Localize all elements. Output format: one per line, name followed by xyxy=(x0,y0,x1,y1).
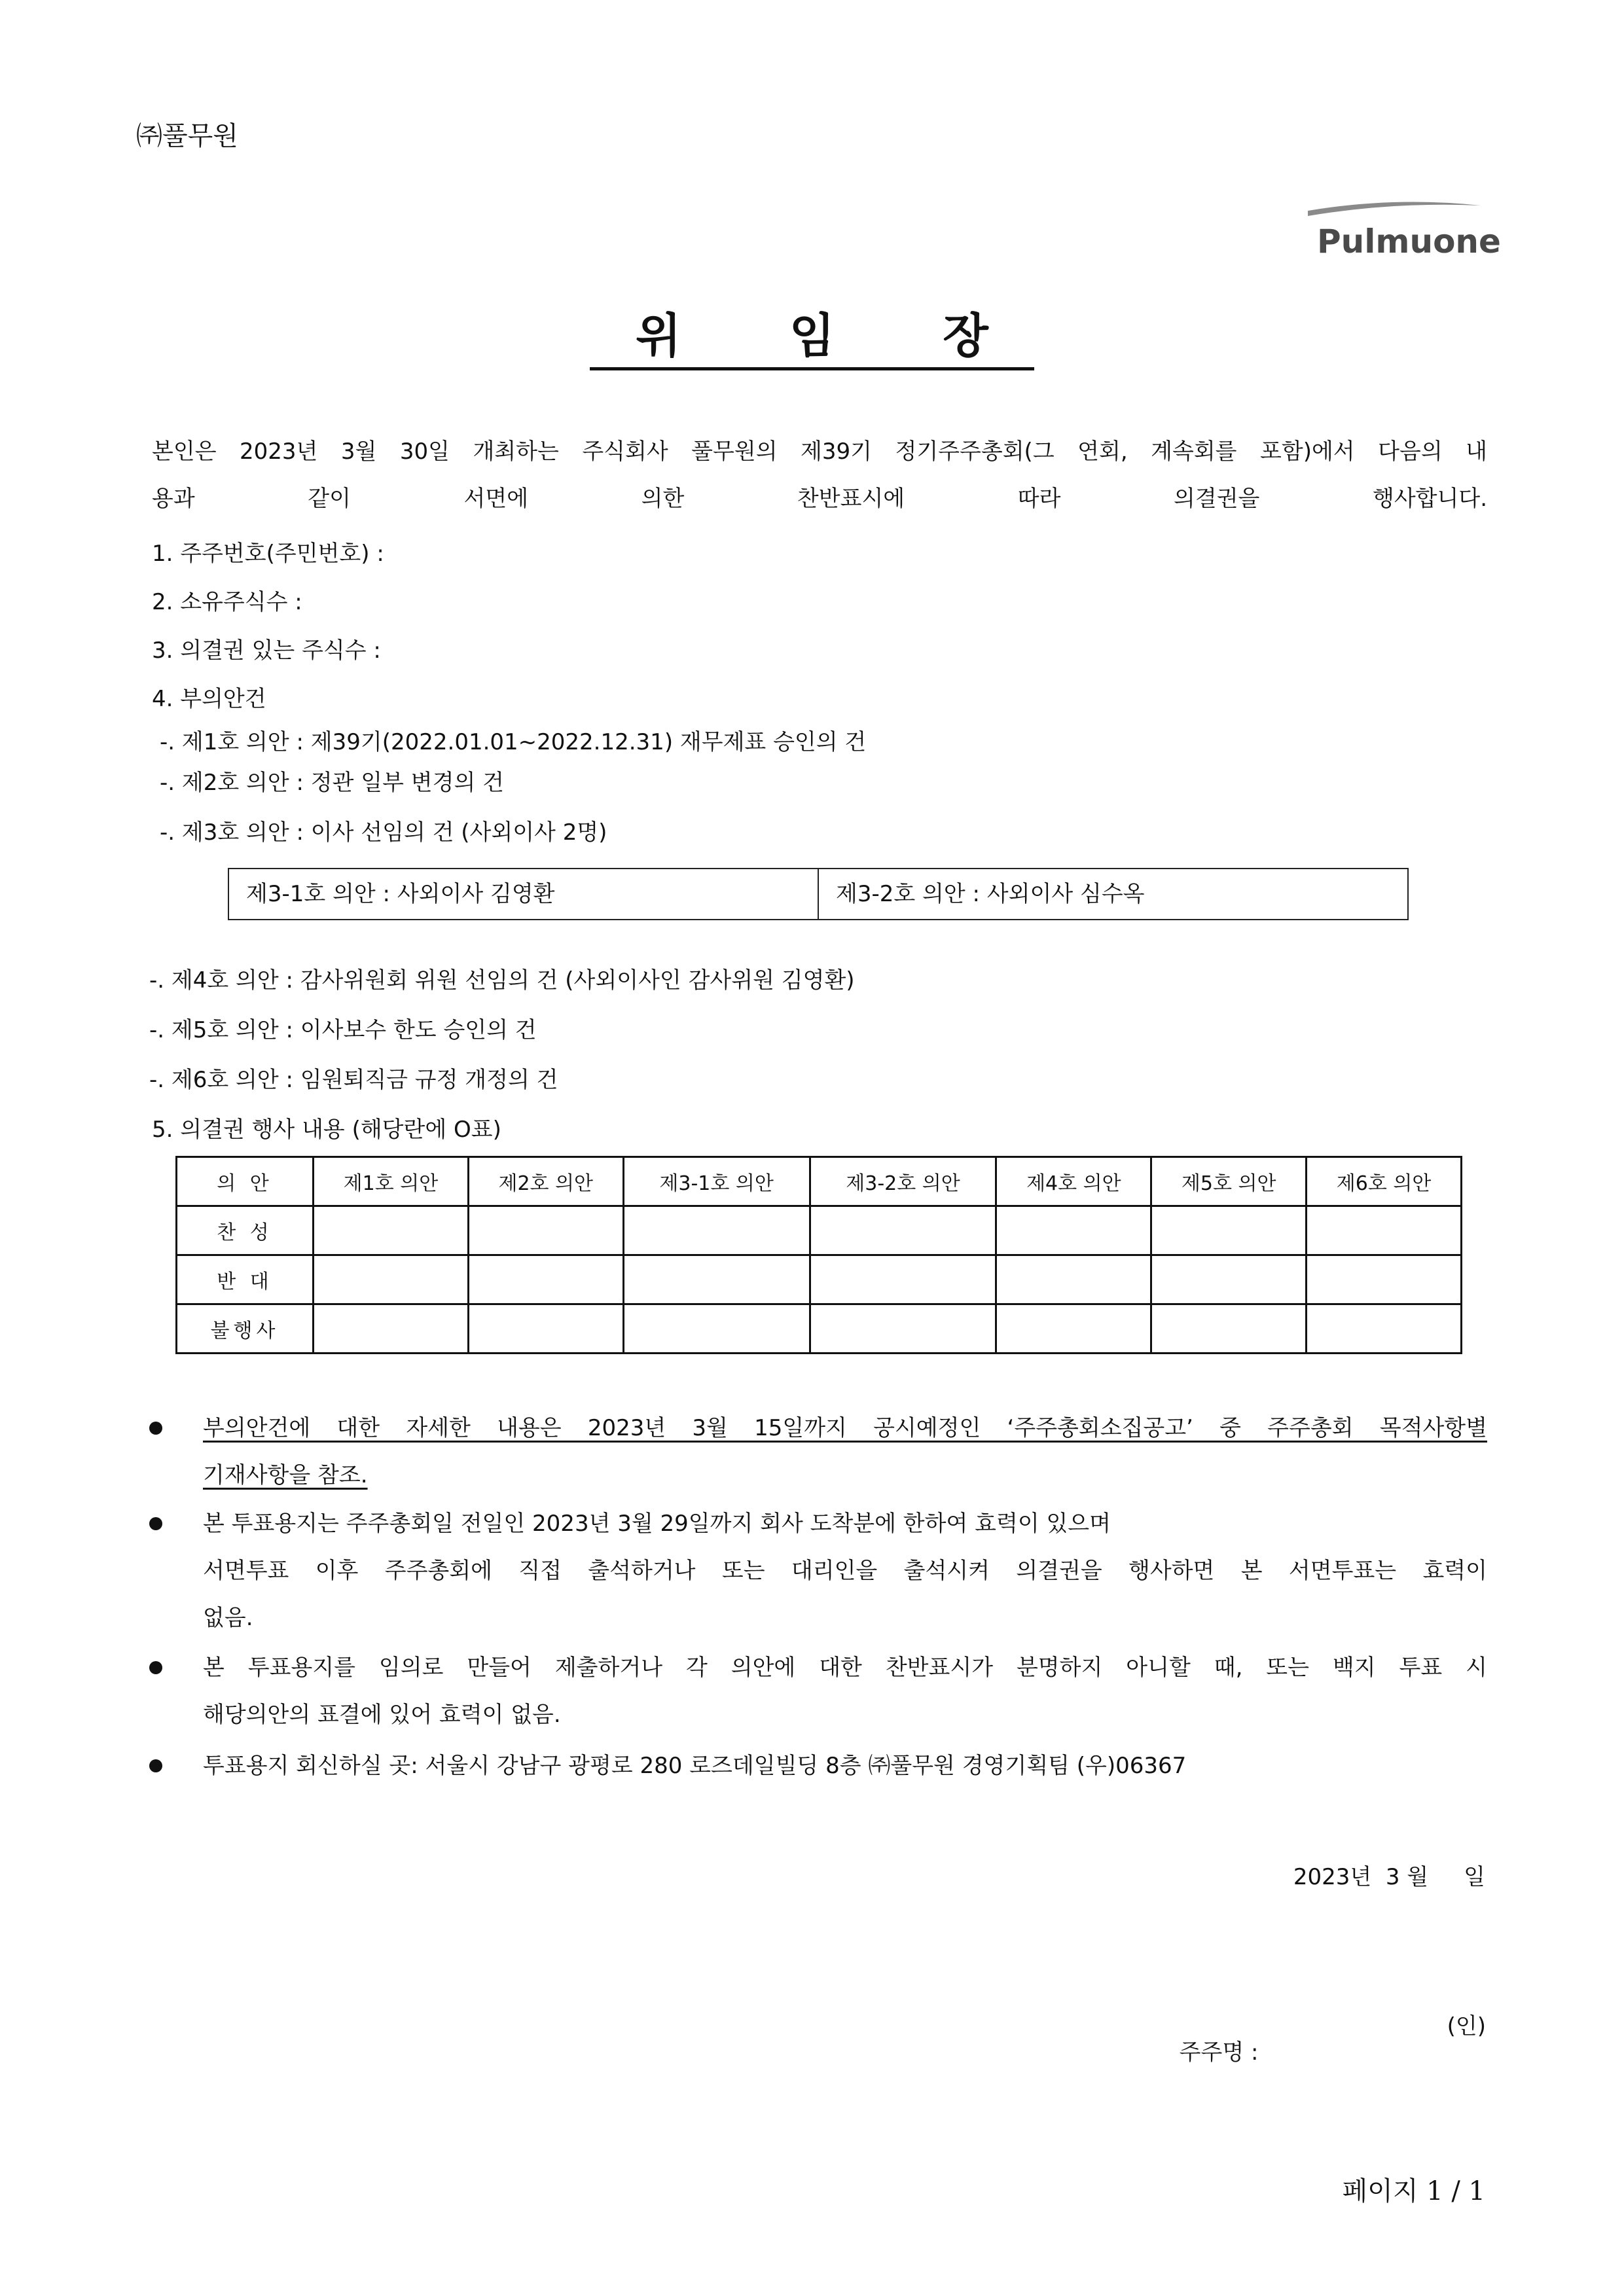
document-title: 위 임 장 xyxy=(0,298,1624,366)
intro-line-1: 본인은 2023년 3월 30일 개최하는 주식회사 풀무원의 제39기 정기주주총회(그 연회, 계속회를 포함)에서 다음의 내 xyxy=(152,439,1487,465)
vote-row-label: 불행사 xyxy=(177,1304,314,1354)
vote-cell[interactable] xyxy=(314,1304,469,1354)
pulmuone-logo xyxy=(1303,196,1501,275)
bullet-icon xyxy=(149,1661,162,1674)
note-line: 기재사항을 참조. xyxy=(203,1462,368,1488)
director-candidates-box xyxy=(228,868,1409,920)
item-agenda-heading: 4. 부의안건 xyxy=(152,686,266,712)
vote-col-header: 제6호 의안 xyxy=(1307,1157,1462,1206)
logo-text: Pulmuone xyxy=(1317,223,1501,260)
agenda-3-1: 제3-1호 의안 : 사외이사 김영환 xyxy=(246,881,555,907)
vote-col-header: 제4호 의안 xyxy=(996,1157,1151,1206)
vote-cell[interactable] xyxy=(468,1304,623,1354)
vote-cell[interactable] xyxy=(623,1206,810,1255)
note-line: 해당의안의 표결에 있어 효력이 없음. xyxy=(203,1702,561,1728)
agenda-4: -. 제4호 의안 : 감사위원회 위원 선임의 건 (사외이사인 감사위원 김영환) xyxy=(149,967,855,994)
vote-cell[interactable] xyxy=(810,1304,996,1354)
vote-col-header: 제3-1호 의안 xyxy=(623,1157,810,1206)
vote-cell[interactable] xyxy=(468,1206,623,1255)
vote-cell[interactable] xyxy=(314,1206,469,1255)
vote-row-label: 반 대 xyxy=(177,1255,314,1304)
vote-cell[interactable] xyxy=(810,1206,996,1255)
item-shares-owned: 2. 소유주식수 : xyxy=(152,589,302,615)
vote-cell[interactable] xyxy=(996,1206,1151,1255)
vote-cell[interactable] xyxy=(623,1255,810,1304)
seal-mark: (인) xyxy=(1447,2013,1486,2039)
agenda-1: -. 제1호 의안 : 제39기(2022.01.01~2022.12.31) 재무제표 승인의 건 xyxy=(160,729,867,755)
vote-corner-cell: 의 안 xyxy=(177,1157,314,1206)
note-line: 투표용지 회신하실 곳: 서울시 강남구 광평로 280 로즈데일빌딩 8층 ㈜풀무원 경영기획팀 (우)06367 xyxy=(203,1753,1187,1779)
signature-line xyxy=(1165,2008,1486,2092)
intro-paragraph xyxy=(152,428,1487,522)
agenda-2: -. 제2호 의안 : 정관 일부 변경의 건 xyxy=(160,770,504,796)
note-line: 없음. xyxy=(203,1605,253,1631)
vote-cell[interactable] xyxy=(996,1304,1151,1354)
vote-cell[interactable] xyxy=(623,1304,810,1354)
vote-col-header: 제5호 의안 xyxy=(1151,1157,1307,1206)
note-invalid-ballot xyxy=(203,1644,1487,1738)
vote-cell[interactable] xyxy=(810,1255,996,1304)
bullet-icon xyxy=(149,1517,162,1530)
agenda-3-2: 제3-2호 의안 : 사외이사 심수옥 xyxy=(818,869,1407,919)
vote-cell[interactable] xyxy=(996,1255,1151,1304)
note-agenda-reference xyxy=(203,1405,1487,1499)
agenda-5: -. 제5호 의안 : 이사보수 한도 승인의 건 xyxy=(149,1017,537,1043)
vote-col-header: 제1호 의안 xyxy=(314,1157,469,1206)
vote-cell[interactable] xyxy=(1151,1255,1307,1304)
note-validity xyxy=(203,1500,1487,1641)
vote-heading: 5. 의결권 행사 내용 (해당란에 O표) xyxy=(152,1117,501,1143)
intro-line-2: 용과 같이 서면에 의한 찬반표시에 따라 의결권을 행사합니다. xyxy=(152,486,1487,512)
bullet-icon xyxy=(149,1422,162,1435)
shareholder-name-label: 주주명 : xyxy=(1179,2039,1259,2066)
note-line: 부의안건에 대한 자세한 내용은 2023년 3월 15일까지 공시예정인 ‘주주총회소집공고’ 중 주주총회 목적사항별 xyxy=(203,1415,1487,1441)
note-line: 서면투표 이후 주주총회에 직접 출석하거나 또는 대리인을 출석시켜 의결권을 행사하면 본 서면투표는 효력이 xyxy=(203,1558,1487,1584)
item-shareholder-number: 1. 주주번호(주민번호) : xyxy=(152,541,384,567)
note-return-address xyxy=(203,1742,1487,1789)
agenda-3: -. 제3호 의안 : 이사 선임의 건 (사외이사 2명) xyxy=(160,819,607,846)
vote-cell[interactable] xyxy=(1307,1304,1462,1354)
vote-col-header: 제2호 의안 xyxy=(468,1157,623,1206)
vote-cell[interactable] xyxy=(1307,1206,1462,1255)
vote-col-header: 제3-2호 의안 xyxy=(810,1157,996,1206)
agenda-6: -. 제6호 의안 : 임원퇴직금 규정 개정의 건 xyxy=(149,1067,558,1093)
vote-row-abstain xyxy=(177,1304,1462,1354)
vote-cell[interactable] xyxy=(1151,1304,1307,1354)
bullet-icon xyxy=(149,1759,162,1772)
note-line: 본 투표용지를 임의로 만들어 제출하거나 각 의안에 대한 찬반표시가 분명하지 아니할 때, 또는 백지 투표 시 xyxy=(203,1655,1487,1681)
vote-cell[interactable] xyxy=(314,1255,469,1304)
item-voting-shares: 3. 의결권 있는 주식수 : xyxy=(152,637,381,664)
vote-row-approve xyxy=(177,1206,1462,1255)
note-line: 본 투표용지는 주주총회일 전일인 2023년 3월 29일까지 회사 도착분에 한하여 효력이 있으며 xyxy=(203,1511,1111,1537)
vote-cell[interactable] xyxy=(1307,1255,1462,1304)
document-date: 2023년 3 월 일 xyxy=(1293,1864,1485,1890)
page-number: 페이지 1 / 1 xyxy=(1342,2176,1485,2206)
vote-row-label: 찬 성 xyxy=(177,1206,314,1255)
vote-header-row xyxy=(177,1157,1462,1206)
vote-cell[interactable] xyxy=(1151,1206,1307,1255)
vote-cell[interactable] xyxy=(468,1255,623,1304)
company-name: ㈜풀무원 xyxy=(136,121,238,151)
vote-table xyxy=(175,1156,1462,1354)
vote-row-oppose xyxy=(177,1255,1462,1304)
